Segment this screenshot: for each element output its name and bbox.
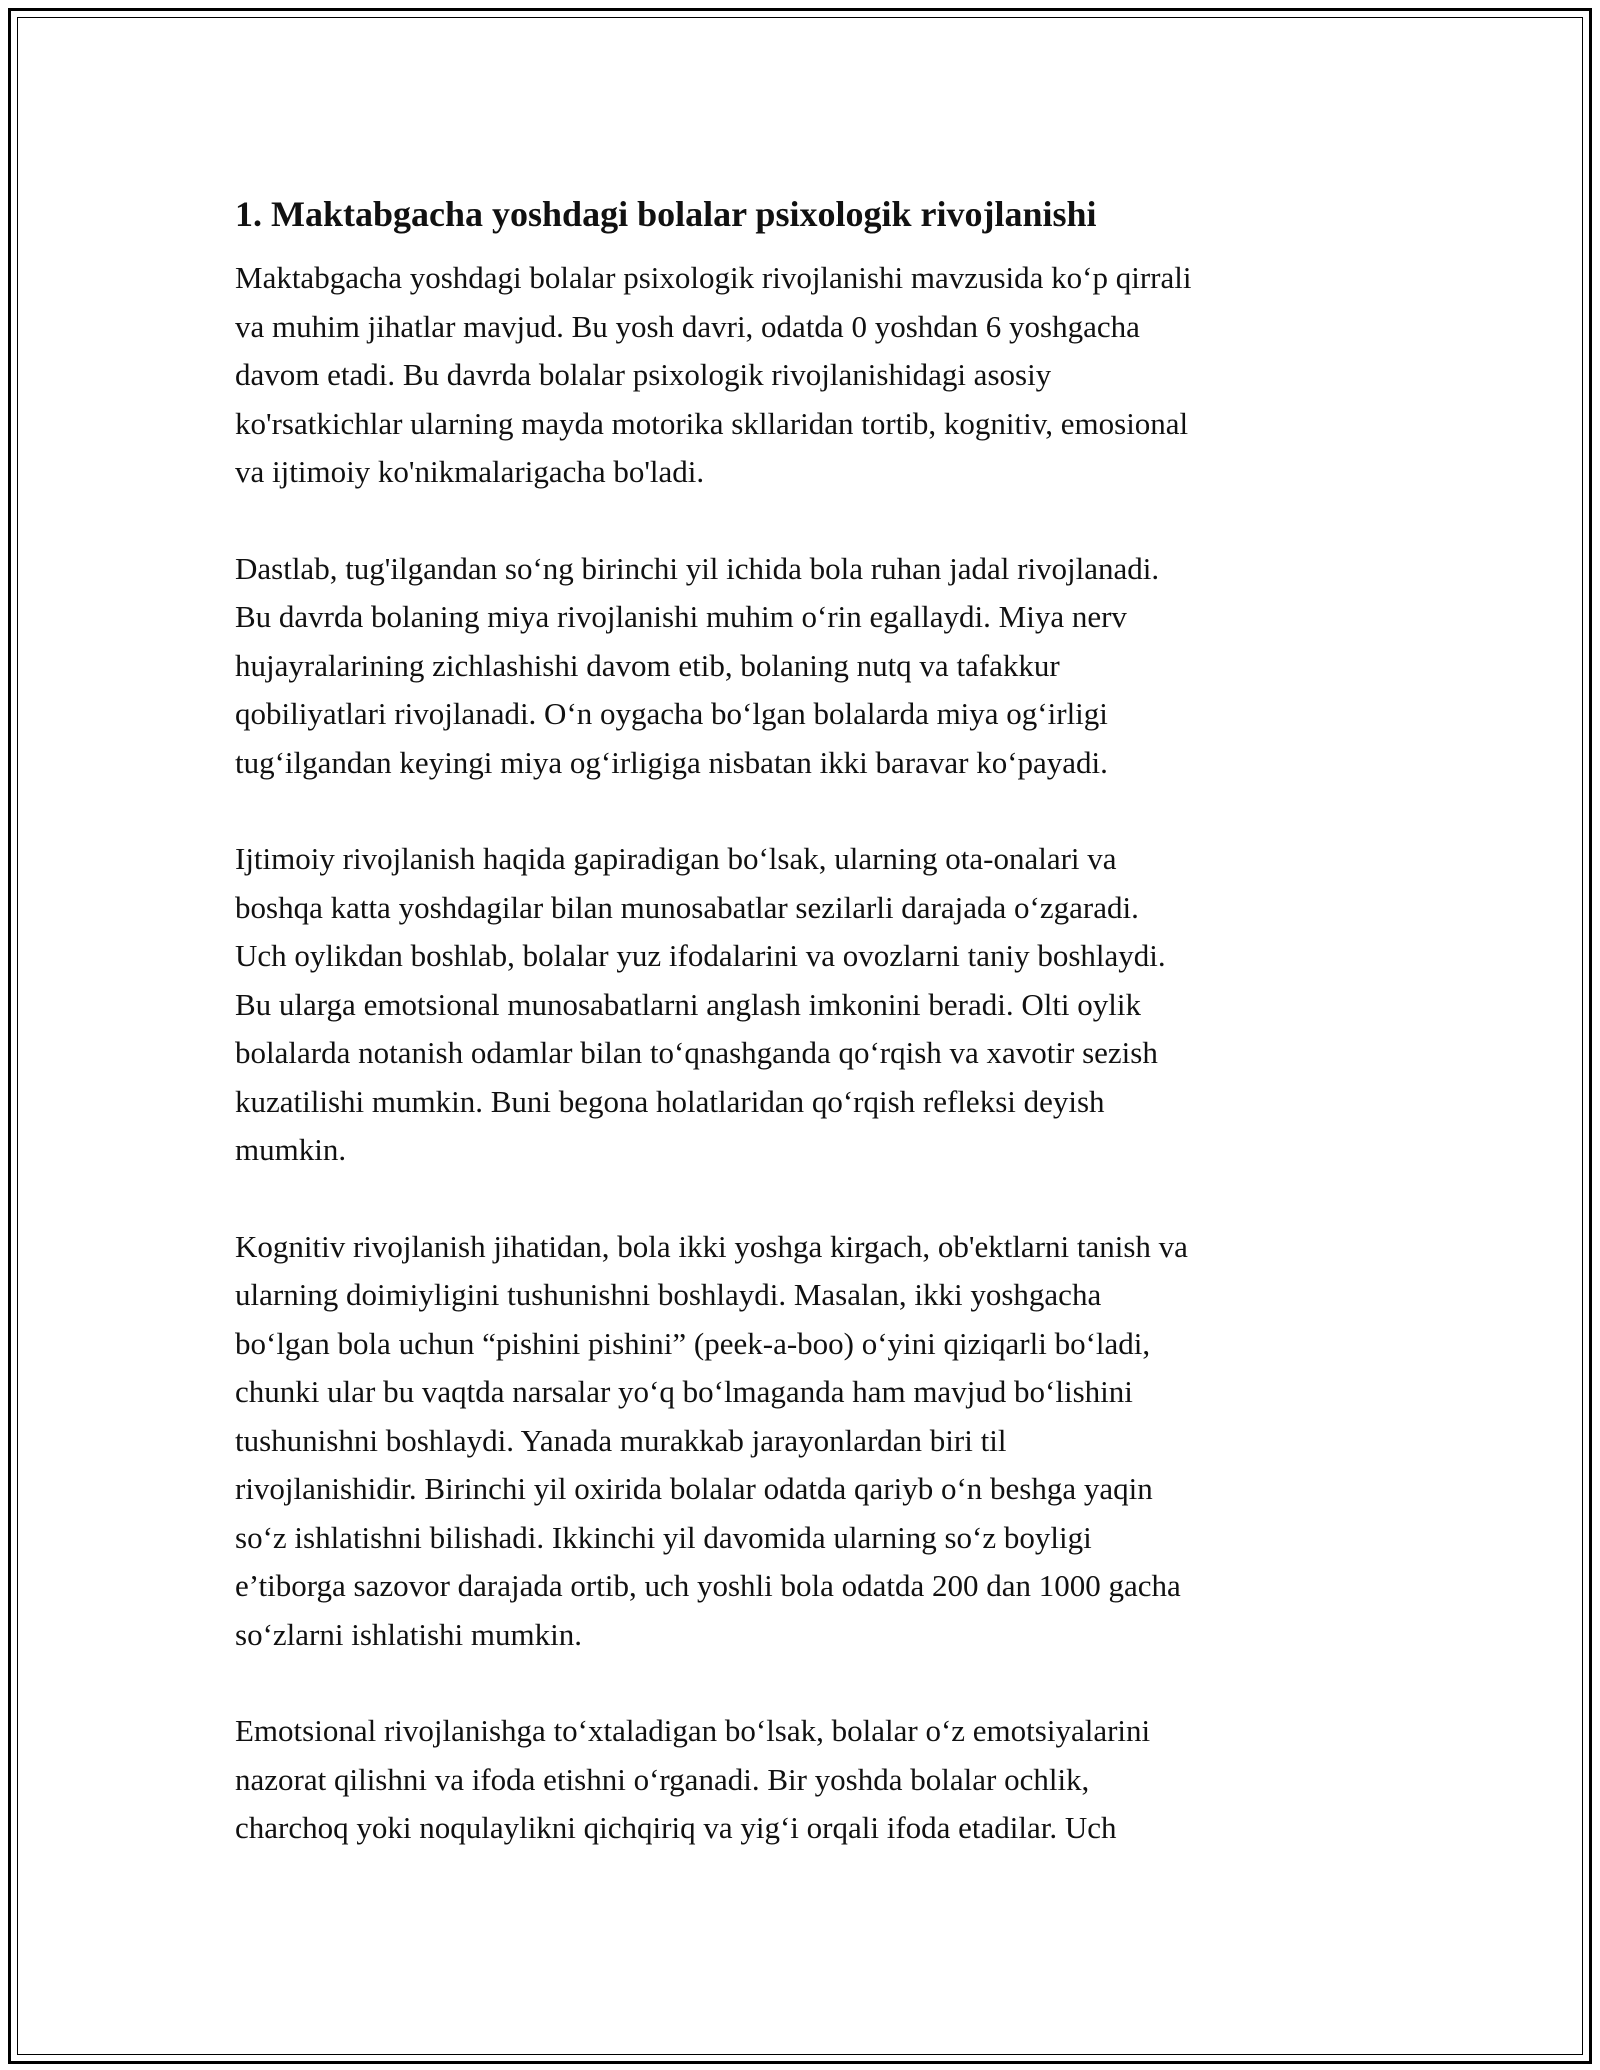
document-body xyxy=(235,186,1385,1901)
paragraph-intro: Maktabgacha yoshdagi bolalar psixologik rivojlanishi mavzusida ko‘p qirrali va muhim jihatlar mavjud. Bu yosh davri, odatda 0 yoshdan 6 yoshgacha davom etadi. Bu davrda bolalar psixologik rivojlanishidagi asosiy ko'rsatkichlar ularning mayda motorika skllaridan tortib, kognitiv, emosional va ijtimoiy ko'nikmalarigacha bo'ladi. xyxy=(235,260,1192,489)
paragraph-social-development: Ijtimoiy rivojlanish haqida gapiradigan bo‘lsak, ularning ota-onalari va boshqa katta yoshdagilar bilan munosabatlar sezilarli darajada o‘zgaradi. Uch oylikdan boshlab, bolalar yuz ifodalarini va ovozlarni taniy boshlaydi. Bu ularga emotsional munosabatlarni anglash imkonini beradi. Olti oylik bolalarda notanish odamlar bilan to‘qnashganda qo‘rqish va xavotir sezish kuzatilishi mumkin. Buni begona holatlaridan qo‘rqish refleksi deyish mumkin. xyxy=(235,841,1166,1167)
section-heading: 1. Maktabgacha yoshdagi bolalar psixologik rivojlanishi xyxy=(235,194,1097,234)
paragraph-first-year: Dastlab, tug'ilgandan so‘ng birinchi yil ichida bola ruhan jadal rivojlanadi. Bu davrda bolaning miya rivojlanishi muhim o‘rin egallaydi. Miya nerv hujayralarining zichlashishi davom etib, bolaning nutq va tafakkur qobiliyatlari rivojlanadi. O‘n oygacha bo‘lgan bolalarda miya og‘irligi tug‘ilgandan keyingi miya og‘irligiga nisbatan ikki baravar ko‘payadi. xyxy=(235,550,1160,780)
paragraph-cognitive-development: Kognitiv rivojlanish jihatidan, bola ikki yoshga kirgach, ob'ektlarni tanish va ularning doimiyligini tushunishni boshlaydi. Masalan, ikki yoshgacha bo‘lgan bola uchun “pishini pishini” (peek-a-boo) o‘yini qiziqarli bo‘ladi, chunki ular bu vaqtda narsalar yo‘q bo‘lmaganda ham mavjud bo‘lishini tushunishni boshlaydi. Yanada murakkab jarayonlardan biri til rivojlanishidir. Birinchi yil oxirida bolalar odatda qariyb o‘n beshga yaqin so‘z ishlatishni bilishadi. Ikkinchi yil davomida ularning so‘z boyligi e’tiborga sazovor darajada ortib, uch yoshli bola odatda 200 dan 1000 gacha so‘zlarni ishlatishi mumkin. xyxy=(235,1228,1188,1652)
paragraph-emotional-development: Emotsional rivojlanishga to‘xtaladigan bo‘lsak, bolalar o‘z emotsiyalarini nazorat qilishni va ifoda etishni o‘rganadi. Bir yoshda bolalar ochlik, charchoq yoki noqulaylikni qichqiriq va yig‘i orqali ifoda etadilar. Uch xyxy=(235,1713,1151,1845)
